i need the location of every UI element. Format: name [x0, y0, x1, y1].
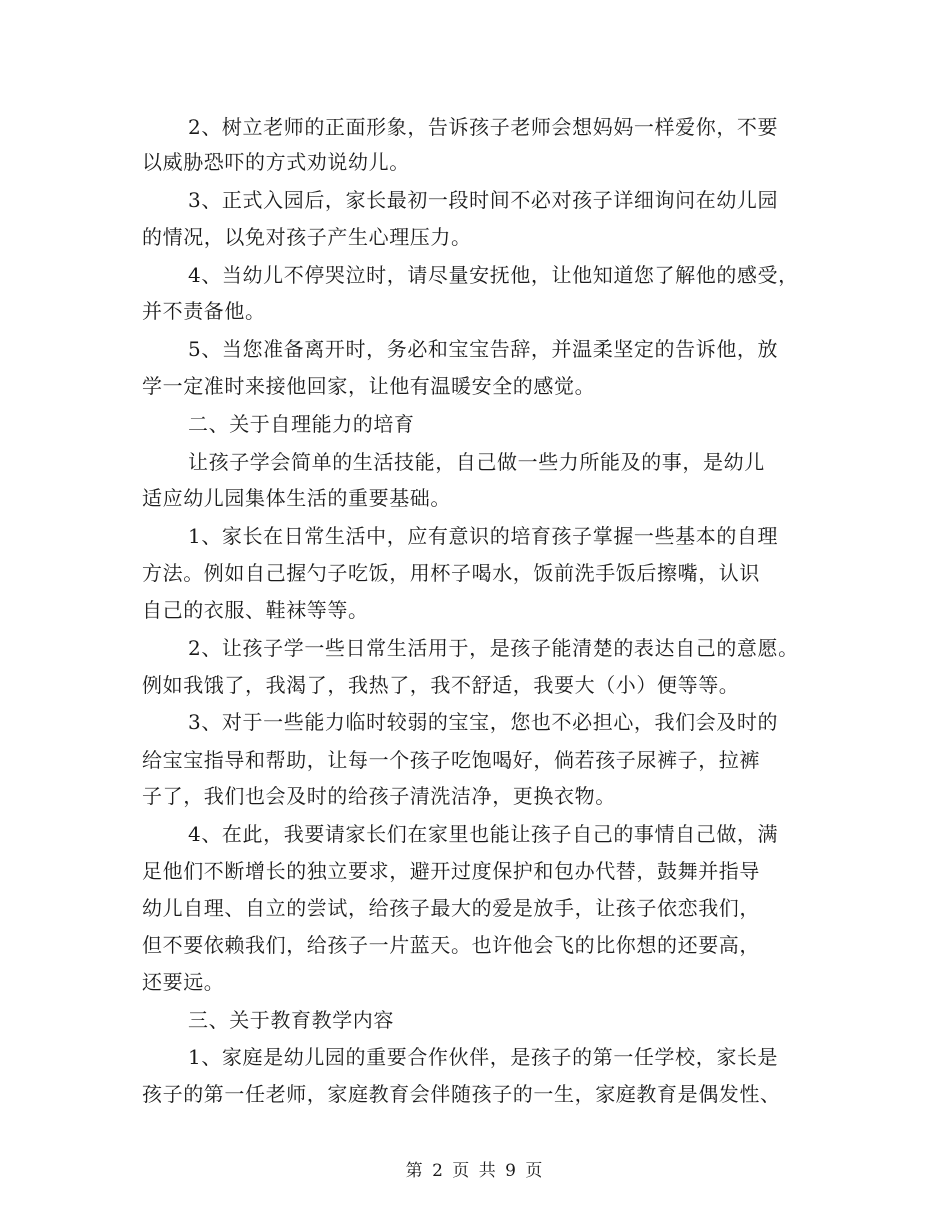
paragraph-line: 的情况，以免对孩子产生心理压力。: [142, 225, 472, 249]
paragraph-line: 1、家长在日常生活中，应有意识的培育孩子掌握一些基本的自理: [188, 524, 779, 548]
paragraph-line: 孩子的第一任老师，家庭教育会伴随孩子的一生，家庭教育是偶发性、: [142, 1082, 781, 1106]
paragraph-line: 以威胁恐吓的方式劝说幼儿。: [142, 150, 410, 174]
paragraph-line: 3、正式入园后，家长最初一段时间不必对孩子详细询问在幼儿园: [188, 188, 779, 212]
page-footer: 第 2 页 共 9 页: [405, 1161, 545, 1181]
section-heading: 二、关于自理能力的培育: [188, 412, 415, 436]
paragraph-line: 幼儿自理、自立的尝试，给孩子最大的爱是放手，让孩子依恋我们，: [142, 896, 760, 920]
section-heading: 三、关于教育教学内容: [188, 1008, 394, 1032]
paragraph-line: 4、当幼儿不停哭泣时，请尽量安抚他，让他知道您了解他的感受，: [188, 263, 799, 287]
paragraph-line: 给宝宝指导和帮助，让每一个孩子吃饱喝好，倘若孩子尿裤子，拉裤: [142, 748, 760, 772]
paragraph-line: 自己的衣服、鞋袜等等。: [142, 598, 369, 622]
paragraph-line: 并不责备他。: [142, 299, 266, 323]
paragraph-line: 例如我饿了，我渴了，我热了，我不舒适，我要大（小）便等等。: [142, 673, 740, 697]
paragraph-line: 2、让孩子学一些日常生活用于，是孩子能清楚的表达自己的意愿。: [188, 636, 799, 660]
paragraph-line: 但不要依赖我们，给孩子一片蓝天。也许他会飞的比你想的还要高，: [142, 933, 760, 957]
paragraph-line: 5、当您准备离开时，务必和宝宝告辞，并温柔坚定的告诉他，放: [188, 337, 779, 361]
paragraph-line: 让孩子学会简单的生活技能，自己做一些力所能及的事，是幼儿: [188, 450, 765, 474]
paragraph-line: 子了，我们也会及时的给孩子清洗洁净，更换衣物。: [142, 784, 616, 808]
paragraph-line: 还要远。: [142, 970, 225, 994]
paragraph-line: 2、树立老师的正面形象，告诉孩子老师会想妈妈一样爱你，不要: [188, 115, 779, 139]
paragraph-line: 学一定准时来接他回家，让他有温暖安全的感觉。: [142, 374, 596, 398]
paragraph-line: 足他们不断增长的独立要求，避开过度保护和包办代替，鼓舞并指导: [142, 859, 760, 883]
paragraph-line: 1、家庭是幼儿园的重要合作伙伴，是孩子的第一任学校，家长是: [188, 1045, 779, 1069]
paragraph-line: 方法。例如自己握勺子吃饭，用杯子喝水，饭前洗手饭后擦嘴，认识: [142, 561, 760, 585]
paragraph-line: 适应幼儿园集体生活的重要基础。: [142, 486, 451, 510]
paragraph-line: 3、对于一些能力临时较弱的宝宝，您也不必担心，我们会及时的: [188, 710, 779, 734]
paragraph-line: 4、在此，我要请家长们在家里也能让孩子自己的事情自己做，满: [188, 822, 779, 846]
